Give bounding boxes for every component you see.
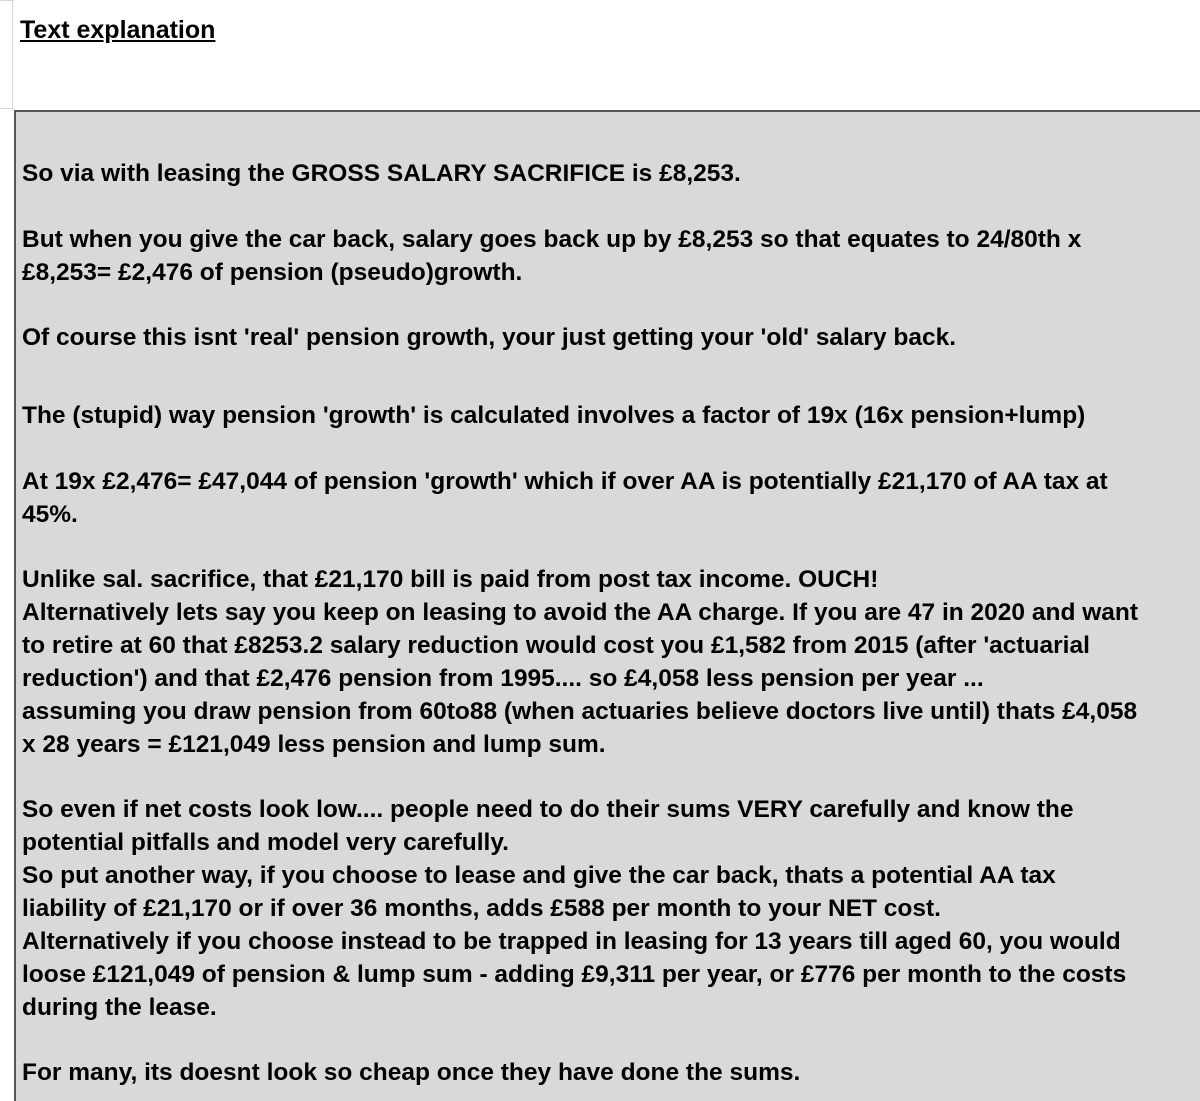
text-line: So even if net costs look low.... people need to do their sums VERY carefully and know the [22, 796, 1074, 823]
text-line: So via with leasing the GROSS SALARY SACRIFICE is £8,253. [22, 160, 741, 187]
text-line: 45%. [22, 501, 78, 528]
text-line: But when you give the car back, salary goes back up by £8,253 so that equates to 24/80th x [22, 226, 1082, 253]
text-line: x 28 years = £121,049 less pension and lump sum. [22, 731, 606, 758]
text-line: reduction') and that £2,476 pension from 1995.... so £4,058 less pension per year ... [22, 665, 984, 692]
text-box[interactable] [14, 110, 1200, 1101]
text-line: So put another way, if you choose to lease and give the car back, thats a potential AA tax [22, 862, 1056, 889]
text-line: to retire at 60 that £8253.2 salary reduction would cost you £1,582 from 2015 (after 'actuarial [22, 632, 1090, 659]
heading-title: Text explanation [20, 16, 216, 44]
text-line: Unlike sal. sacrifice, that £21,170 bill is paid from post tax income. OUCH! [22, 566, 879, 593]
gridline [0, 0, 14, 1]
text-line: Of course this isnt 'real' pension growth, your just getting your 'old' salary back. [22, 324, 957, 351]
text-line: loose £121,049 of pension & lump sum - adding £9,311 per year, or £776 per month to the costs [22, 961, 1127, 988]
text-line: Alternatively if you choose instead to be trapped in leasing for 13 years till aged 60, you would [22, 928, 1121, 955]
text-line: At 19x £2,476= £47,044 of pension 'growth' which if over AA is potentially £21,170 of AA tax at [22, 468, 1108, 495]
text-line: liability of £21,170 or if over 36 months, adds £588 per month to your NET cost. [22, 895, 941, 922]
gridline [0, 108, 14, 109]
gridline [12, 0, 13, 110]
text-line: during the lease. [22, 994, 217, 1021]
text-line: £8,253= £2,476 of pension (pseudo)growth. [22, 259, 523, 286]
text-line: The (stupid) way pension 'growth' is calculated involves a factor of 19x (16x pension+lump) [22, 402, 1086, 429]
text-line: Alternatively lets say you keep on leasing to avoid the AA charge. If you are 47 in 2020 and want [22, 599, 1139, 626]
text-line: For many, its doesnt look so cheap once they have done the sums. [22, 1059, 801, 1086]
text-line: potential pitfalls and model very carefully. [22, 829, 509, 856]
text-line: assuming you draw pension from 60to88 (when actuaries believe doctors live until) thats £4,058 [22, 698, 1138, 725]
